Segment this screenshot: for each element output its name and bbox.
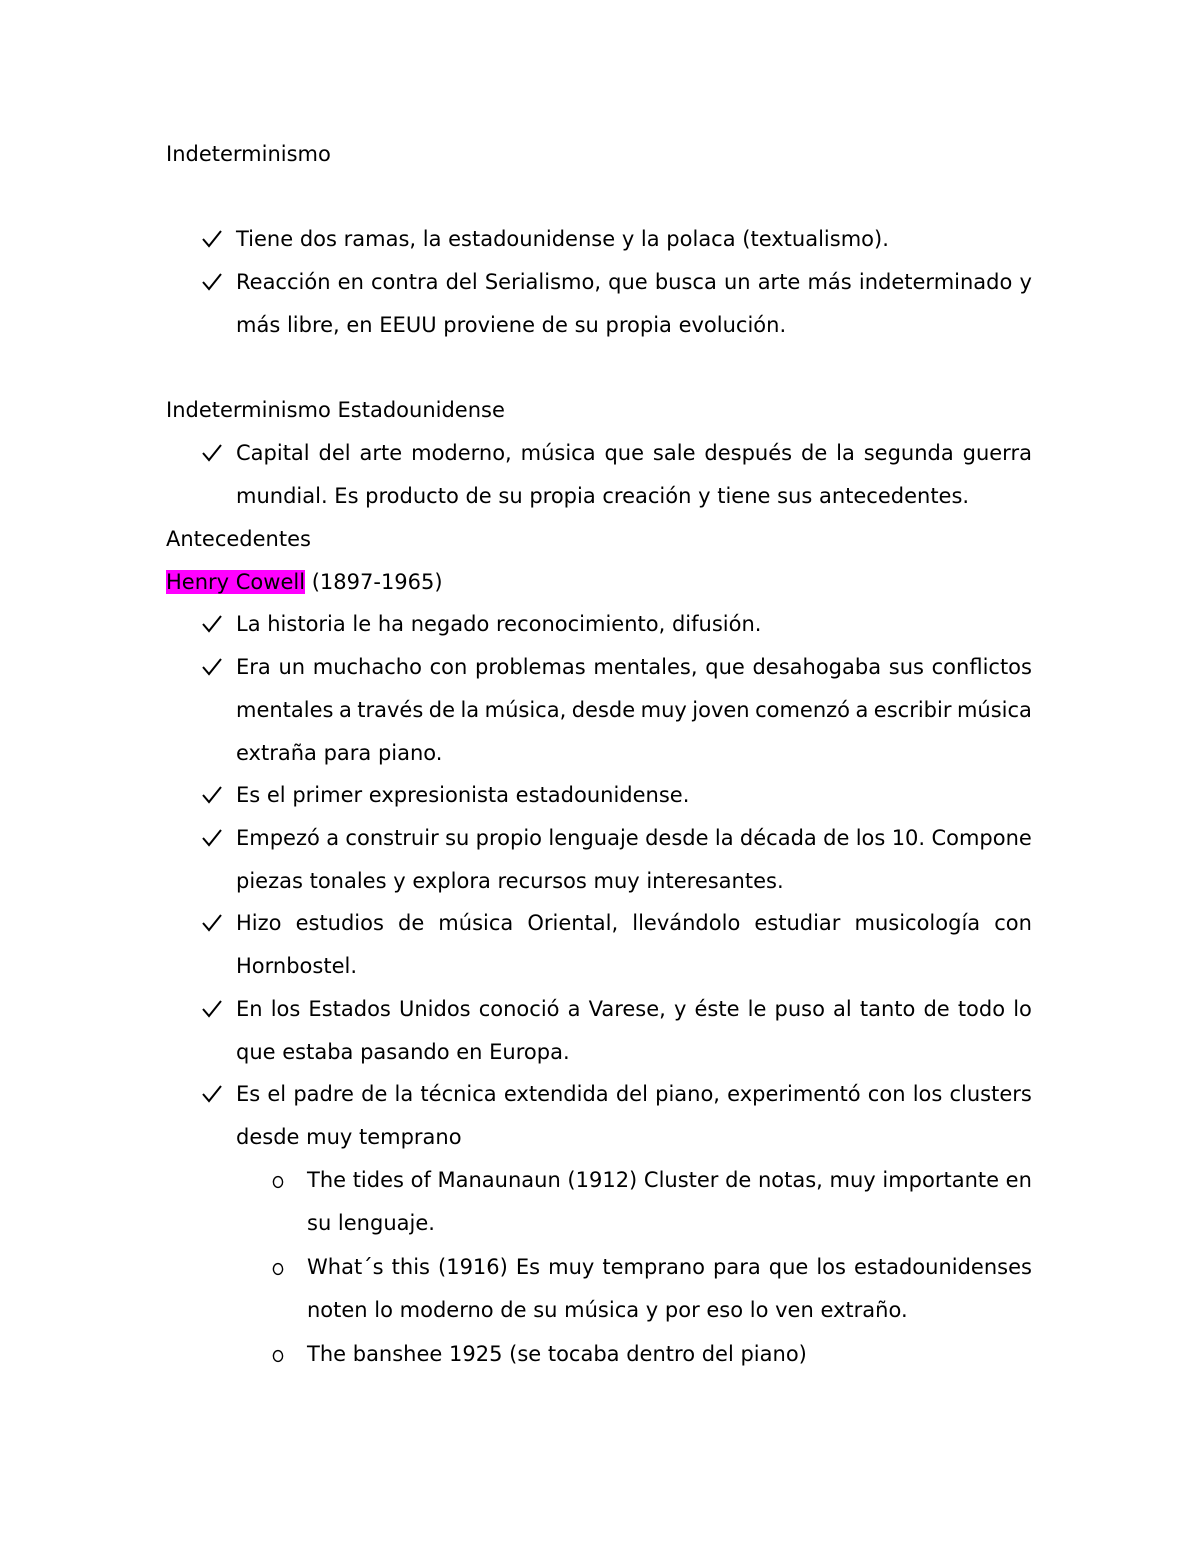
checkmark-icon <box>201 913 223 933</box>
list-item-continuation <box>0 689 1200 732</box>
list-item-text: Tiene dos ramas, la estadounidense y la polaca (textualismo). <box>236 227 889 251</box>
list-item-continuation <box>0 475 1200 518</box>
highlighted-composer-name: Henry Cowell <box>166 570 306 594</box>
list-item-text: piezas tonales y explora recursos muy interesantes. <box>236 869 784 893</box>
checkmark-icon <box>201 229 223 249</box>
composer-heading-text <box>166 561 443 604</box>
heading-antecedentes: Antecedentes <box>166 527 311 551</box>
section-heading <box>0 133 1200 176</box>
list-item-text: mundial. Es producto de su propia creación y tiene sus antecedentes. <box>236 484 970 508</box>
circle-bullet-icon <box>272 1262 284 1276</box>
list-item <box>0 646 1200 689</box>
list-item <box>0 817 1200 860</box>
list-item-text: Hizo estudios de música Oriental, llevándolo estudiar musicología con <box>236 911 1032 935</box>
list-item <box>0 432 1200 475</box>
list-item-text: desde muy temprano <box>236 1125 462 1149</box>
sub-list-item-text: su lenguaje. <box>307 1211 435 1235</box>
checkmark-icon <box>201 443 223 463</box>
checkmark-icon <box>201 785 223 805</box>
sub-list-item-continuation <box>0 1289 1200 1332</box>
list-item-text: que estaba pasando en Europa. <box>236 1040 570 1064</box>
list-item-continuation <box>0 860 1200 903</box>
circle-bullet-icon <box>272 1175 284 1189</box>
heading-indeterminismo-estadounidense: Indeterminismo Estadounidense <box>166 398 505 422</box>
heading-indeterminismo: Indeterminismo <box>166 142 331 166</box>
list-item-text: más libre, en EEUU proviene de su propia evolución. <box>236 313 787 337</box>
list-item <box>0 774 1200 817</box>
list-item-continuation <box>0 1031 1200 1074</box>
composer-dates: (1897-1965) <box>311 570 443 594</box>
sub-list-item-text: The banshee 1925 (se tocaba dentro del piano) <box>307 1342 807 1366</box>
list-item-text: Reacción en contra del Serialismo, que busca un arte más indeterminado y <box>236 270 1032 294</box>
list-item-text: Es el padre de la técnica extendida del piano, experimentó con los clusters <box>236 1082 1032 1106</box>
list-item-text: Hornbostel. <box>236 954 357 978</box>
composer-heading <box>0 561 1200 604</box>
list-item-text: En los Estados Unidos conoció a Varese, y éste le puso al tanto de todo lo <box>236 997 1032 1021</box>
checkmark-icon <box>201 828 223 848</box>
checkmark-icon <box>201 999 223 1019</box>
sub-list-item <box>0 1159 1200 1202</box>
list-item-text: Es el primer expresionista estadounidense. <box>236 783 690 807</box>
list-item-continuation <box>0 304 1200 347</box>
list-item <box>0 902 1200 945</box>
list-item-text: Empezó a construir su propio lenguaje desde la década de los 10. Compone <box>236 826 1032 850</box>
list-item-continuation <box>0 1116 1200 1159</box>
list-item <box>0 218 1200 261</box>
circle-bullet-icon <box>272 1349 284 1363</box>
list-item <box>0 261 1200 304</box>
sub-list-item <box>0 1246 1200 1289</box>
sub-list-item-text: The tides of Manaunaun (1912) Cluster de notas, muy importante en <box>307 1168 1032 1192</box>
list-item-text: mentales a través de la música, desde muy joven comenzó a escribir música <box>236 698 1032 722</box>
sub-list-item-continuation <box>0 1202 1200 1245</box>
checkmark-icon <box>201 1084 223 1104</box>
list-item-continuation <box>0 945 1200 988</box>
list-item-continuation <box>0 732 1200 775</box>
checkmark-icon <box>201 614 223 634</box>
checkmark-icon <box>201 272 223 292</box>
section-heading <box>0 518 1200 561</box>
list-item-text: Era un muchacho con problemas mentales, que desahogaba sus conflictos <box>236 655 1032 679</box>
sub-list-item-text: noten lo moderno de su música y por eso lo ven extraño. <box>307 1298 908 1322</box>
list-item-text: extraña para piano. <box>236 741 443 765</box>
sub-list-item <box>0 1333 1200 1376</box>
list-item <box>0 988 1200 1031</box>
list-item-text: La historia le ha negado reconocimiento, difusión. <box>236 612 762 636</box>
sub-list-item-text: What´s this (1916) Es muy temprano para que los estadounidenses <box>307 1255 1032 1279</box>
list-item-text: Capital del arte moderno, música que sale después de la segunda guerra <box>236 441 1032 465</box>
list-item <box>0 1073 1200 1116</box>
checkmark-icon <box>201 657 223 677</box>
section-heading <box>0 389 1200 432</box>
list-item <box>0 603 1200 646</box>
